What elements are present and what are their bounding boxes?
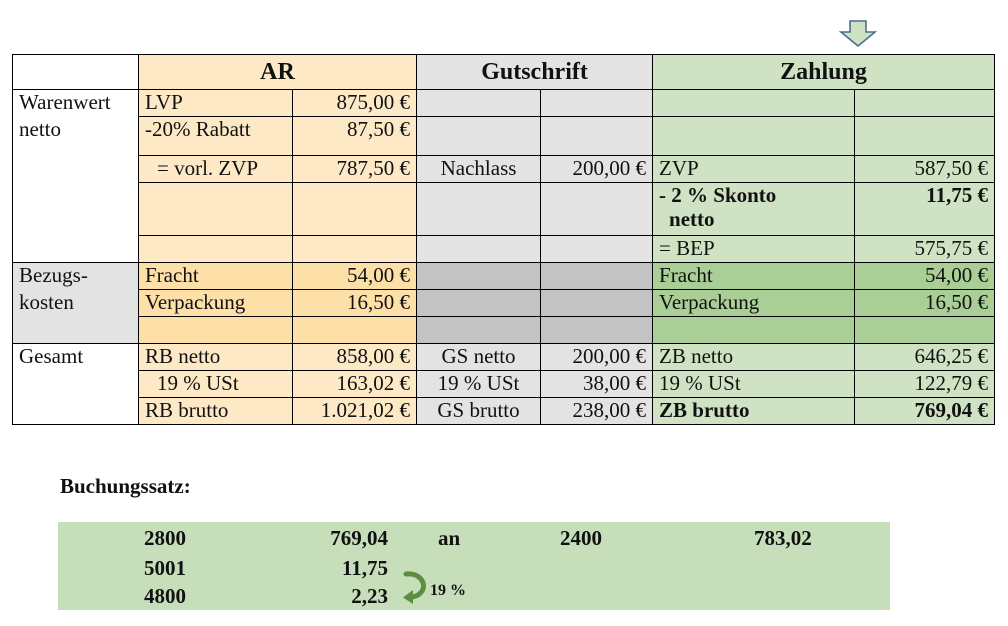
ar-ust-value: 163,02 € [293,371,417,398]
booking-account: 4800 [144,584,186,608]
row-brutto [13,398,995,425]
ar-fracht-value: 54,00 € [293,263,417,290]
za-verpackung-value: 16,50 € [855,290,995,317]
za-empty [855,90,995,117]
gs-nachlass-label: Nachlass [417,156,541,183]
za-zvp-label: ZVP [653,156,855,183]
row-bep [13,236,995,263]
ar-zvp-value: 787,50 € [293,156,417,183]
gs-empty [541,290,653,317]
label-empty [13,236,139,263]
ar-empty [139,183,293,236]
label-empty [13,156,139,183]
row-rabatt [13,117,995,156]
gs-ust-label: 19 % USt [417,371,541,398]
za-empty [653,317,855,344]
za-ust-label: 19 % USt [653,371,855,398]
za-fracht-value: 54,00 € [855,263,995,290]
gs-empty [541,263,653,290]
ar-empty [139,236,293,263]
label-empty [13,398,139,425]
gs-empty [417,317,541,344]
ar-verpackung-value: 16,50 € [293,290,417,317]
gs-empty [417,183,541,236]
za-empty [855,317,995,344]
za-verpackung-label: Verpackung [653,290,855,317]
ar-rb-netto-value: 858,00 € [293,344,417,371]
booking-pct-note: 19 % [430,582,466,599]
label-warenwert: Warenwert [13,90,139,117]
curved-arrow-icon [400,570,432,604]
row-zvp [13,156,995,183]
gs-brutto-label: GS brutto [417,398,541,425]
gs-empty [541,317,653,344]
calculation-table [12,54,995,425]
booking-account: 2800 [144,526,186,550]
gs-nachlass-value: 200,00 € [541,156,653,183]
gs-netto-value: 200,00 € [541,344,653,371]
label-bezugs: Bezugs- [13,263,139,290]
ar-rb-netto-label: RB netto [139,344,293,371]
label-empty [13,183,139,236]
ar-empty [139,317,293,344]
booking-title: Buchungssatz: [60,474,191,498]
booking-account: 5001 [144,556,186,580]
gs-empty [541,236,653,263]
za-bep-label: = BEP [653,236,855,263]
za-skonto-line1: - 2 % Skonto [659,183,777,207]
ar-lvp-label: LVP [139,90,293,117]
gs-empty [417,263,541,290]
ar-fracht-label: Fracht [139,263,293,290]
ar-rabatt-value: 87,50 € [293,117,417,156]
za-fracht-label: Fracht [653,263,855,290]
gs-empty [541,117,653,156]
ar-rabatt-label: -20% Rabatt [139,117,293,156]
label-empty [13,371,139,398]
za-empty [653,117,855,156]
label-kosten: kosten [13,290,139,317]
za-empty [653,90,855,117]
ar-empty [293,236,417,263]
za-bep-value: 575,75 € [855,236,995,263]
header-gutschrift: Gutschrift [417,55,653,90]
za-skonto-value: 11,75 € [855,183,995,236]
row-bezug-empty [13,317,995,344]
row-fracht [13,263,995,290]
ar-rb-brutto-label: RB brutto [139,398,293,425]
za-zvp-value: 587,50 € [855,156,995,183]
label-empty [13,317,139,344]
za-zb-brutto-value: 769,04 € [855,398,995,425]
za-ust-value: 122,79 € [855,371,995,398]
booking-amount: 11,75 [341,556,388,580]
ar-lvp-value: 875,00 € [293,90,417,117]
label-gesamt: Gesamt [13,344,139,371]
gs-empty [417,236,541,263]
header-zahlung: Zahlung [653,55,995,90]
gs-empty [417,290,541,317]
ar-rb-brutto-value: 1.021,02 € [293,398,417,425]
gs-netto-label: GS netto [417,344,541,371]
label-netto: netto [13,117,139,156]
za-empty [855,117,995,156]
ar-ust-label: 19 % USt [139,371,293,398]
row-skonto [13,183,995,236]
ar-empty [293,183,417,236]
header-ar: AR [139,55,417,90]
za-zb-brutto-label: ZB brutto [653,398,855,425]
za-skonto-label [653,183,855,236]
down-arrow-icon [838,20,878,48]
ar-verpackung-label: Verpackung [139,290,293,317]
gs-ust-value: 38,00 € [541,371,653,398]
ar-empty [293,317,417,344]
booking-amount: 2,23 [351,584,388,608]
gs-empty [417,117,541,156]
ar-zvp-label: = vorl. ZVP [139,156,293,183]
booking-box [58,522,890,610]
booking-amount: 769,04 [330,526,388,550]
row-lvp [13,90,995,117]
header-row [13,55,995,90]
za-skonto-line2: netto [669,207,715,231]
gs-empty [541,183,653,236]
booking-credit-amount: 783,02 [754,526,812,550]
row-netto [13,344,995,371]
za-zb-netto-value: 646,25 € [855,344,995,371]
header-empty [13,55,139,90]
row-verpackung [13,290,995,317]
za-zb-netto-label: ZB netto [653,344,855,371]
booking-credit-account: 2400 [560,526,602,550]
gs-empty [541,90,653,117]
gs-brutto-value: 238,00 € [541,398,653,425]
booking-an: an [438,526,461,550]
row-ust [13,371,995,398]
gs-empty [417,90,541,117]
